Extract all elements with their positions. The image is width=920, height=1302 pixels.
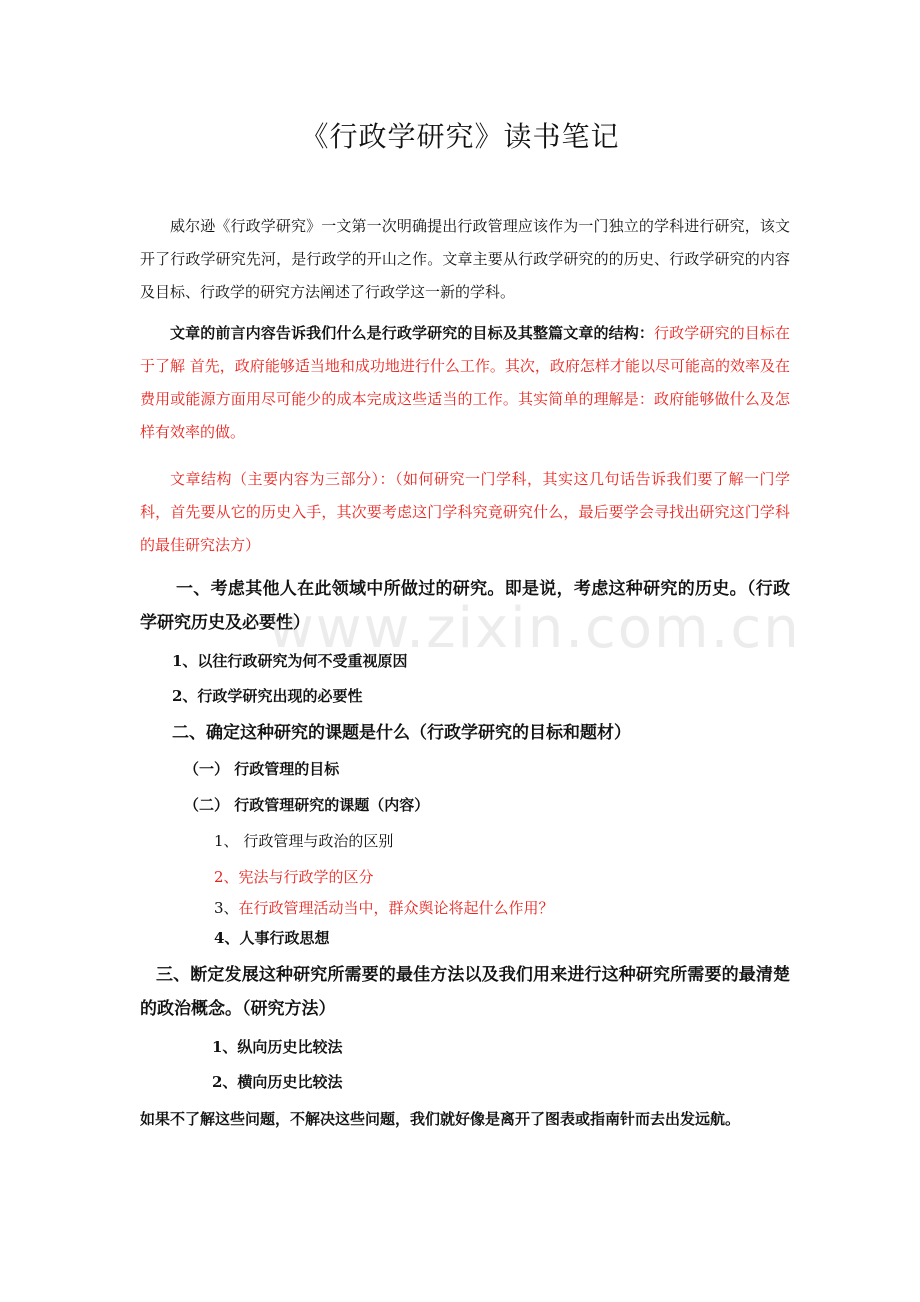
item-number: 3、	[214, 899, 239, 917]
section2-heading: 二、确定这种研究的课题是什么（行政学研究的目标和题材）	[172, 723, 631, 743]
item-text: 在行政管理活动当中，群众舆论将起什么作用？	[238, 899, 554, 917]
item-text: 宪法与行政学的区分	[238, 868, 374, 886]
page-title: 《行政学研究》读书笔记	[300, 120, 620, 153]
section2-item-3	[214, 896, 554, 920]
preface-lead: 文章的前言内容告诉我们什么是行政学研究的目标及其整篇文章的结构：	[170, 324, 654, 342]
item-number: 2、	[214, 868, 239, 886]
item-text: 行政管理与政治的区别	[243, 832, 394, 850]
item-number: 4、	[214, 929, 240, 947]
section3-item-2: 2、横向历史比较法	[212, 1073, 343, 1091]
intro-paragraph: 威尔逊《行政学研究》一文第一次明确提出行政管理应该作为一门独立的学科进行研究，该文开了行政学研究先河，是行政学的开山之作。文章主要从行政学研究的的历史、行政学研究的内容及目标、行政学的研究方法阐述了行政学这一新的学科。	[140, 217, 790, 301]
section1-heading: 一、考虑其他人在此领域中所做过的研究。即是说，考虑这种研究的历史。（行政学研究历史及必要性）	[140, 579, 790, 633]
preface-paragraph	[140, 317, 790, 449]
section3-heading: 三、断定发展这种研究所需要的最佳方法以及我们用来进行这种研究所需要的最清楚的政治概念。（研究方法）	[140, 965, 790, 1019]
item-text: 人事行政思想	[239, 929, 330, 947]
section2-item-4	[214, 926, 329, 950]
section2-sub1: （一） 行政管理的目标	[184, 760, 340, 778]
section2-item-1	[214, 829, 393, 853]
conclusion-paragraph: 如果不了解这些问题，不解决这些问题，我们就好像是离开了图表或指南针而去出发远航。	[140, 1110, 741, 1128]
section1-item-2: 2、行政学研究出现的必要性	[172, 687, 363, 705]
structure-paragraph: 文章结构（主要内容为三部分）：（如何研究一门学科，其实这几句话告诉我们要了解一门学科，首先要从它的历史入手，其次要考虑这门学科究竟研究什么，最后要学会寻找出研究这门学科的最佳研究法方）	[140, 470, 790, 554]
section2-item-2	[214, 865, 374, 889]
section3-item-1: 1、纵向历史比较法	[212, 1038, 343, 1056]
section2-sub2: （二） 行政管理研究的课题（内容）	[184, 796, 430, 814]
preface-red-text: 行政学研究的目标在于了解 首先，政府能够适当地和成功地进行什么工作。其次，政府怎样才能以尽可能高的效率及在费用或能源方面用尽可能少的成本完成这些适当的工作。其实简单的理解是：政府能够做什么及怎样有效率的做。	[140, 324, 790, 441]
item-number: 1、	[214, 832, 239, 850]
section1-item-1: 1、以往行政研究为何不受重视原因	[172, 652, 408, 670]
watermark: www.zixin.com.cn	[268, 596, 801, 661]
